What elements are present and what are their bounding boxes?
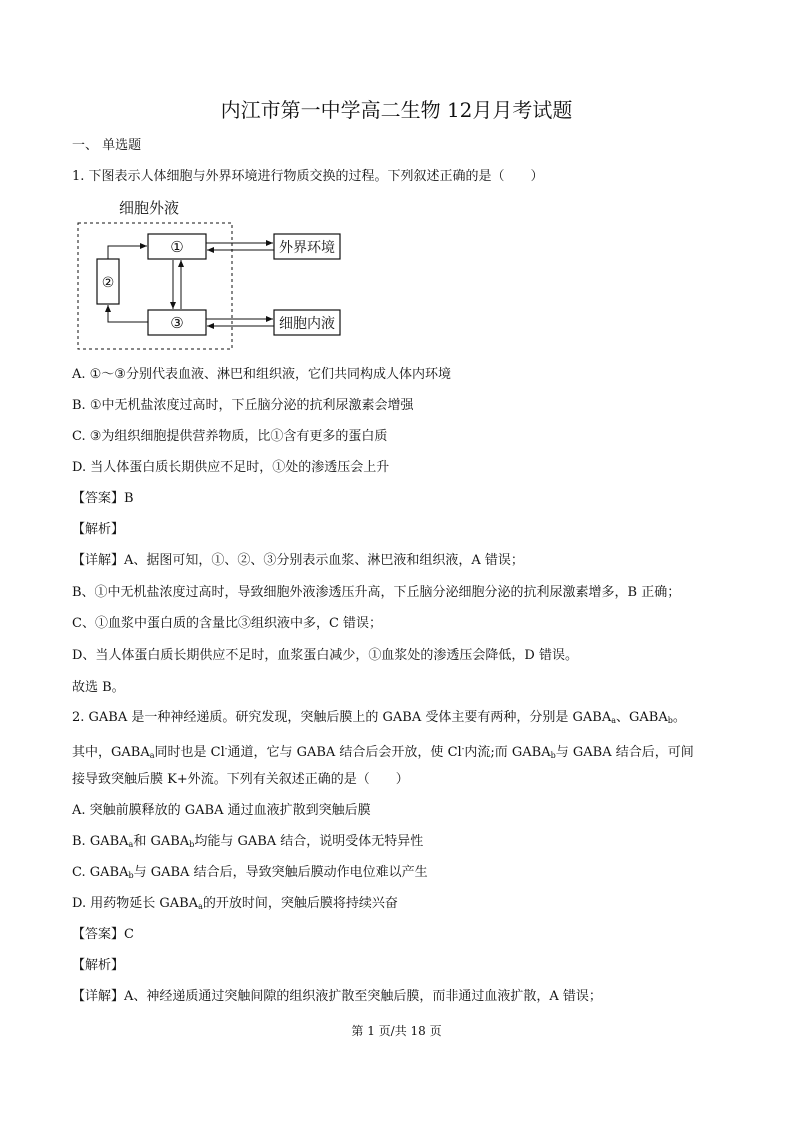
opt-b-3: 均能与 GABA 结合，说明受体无特异性 — [194, 834, 424, 849]
q2-detail-a — [72, 988, 602, 1006]
q1-diagram — [76, 196, 356, 352]
opt-d-2: 的开放时间，突触后膜将持续兴奋 — [202, 896, 398, 911]
sub-a: a — [611, 716, 616, 725]
q1-option-c: C. ③为组织细胞提供营养物质，比①含有更多的蛋白质 — [72, 429, 388, 444]
sub-b: b — [189, 840, 195, 849]
answer-value: C — [124, 927, 134, 942]
q1-option-d: D. 当人体蛋白质长期供应不足时，①处的渗透压会上升 — [72, 460, 390, 475]
sub-a: a — [149, 751, 155, 760]
box-2-label: ② — [101, 275, 115, 291]
intracellular-label: 细胞内液 — [279, 316, 335, 332]
sub-b: b — [128, 871, 134, 880]
q1-detail-d: D、当人体蛋白质长期供应不足时，血浆蛋白减少，①血浆处的渗透压会降低，D 错误。 — [72, 648, 578, 663]
box-1-label: ① — [170, 238, 184, 256]
q2-l1-text: 2. GABA 是一种神经递质。研究发现，突触后膜上的 GABA 受体主要有两种，分别是 GABA — [72, 710, 612, 725]
detail-a-text: A、神经递质通过突触间隙的组织液扩散至突触后膜，而非通过血液扩散，A 错误； — [124, 989, 602, 1004]
sub-b: b — [550, 751, 556, 760]
q1-option-a: A. ①～③分别代表血液、淋巴和组织液，它们共同构成人体内环境 — [72, 367, 451, 382]
section-heading: 一、 单选题 — [72, 138, 142, 153]
q1-stem: 1. 下图表示人体细胞与外界环境进行物质交换的过程。下列叙述正确的是（ ） — [72, 169, 544, 184]
diagram-outer-label: 细胞外液 — [119, 199, 180, 217]
opt-b-1: B. GABA — [72, 834, 129, 849]
box-3-label: ③ — [170, 314, 184, 332]
q2-l1-sep: 、GABA — [616, 710, 668, 725]
q2-answer — [72, 926, 134, 944]
q2-l2-e: 与 GABA 结合后，可间 — [555, 745, 694, 760]
q2-stem-line1 — [72, 709, 686, 730]
answer-value: B — [124, 491, 134, 506]
opt-c-2: 与 GABA 结合后，导致突触后膜动作电位难以产生 — [133, 865, 428, 880]
page-title: 内江市第一中学高二生物 12月月考试题 — [220, 98, 573, 122]
sup-minus: - — [461, 744, 465, 753]
sup-minus: - — [224, 744, 228, 753]
q1-answer — [72, 490, 134, 508]
answer-tag: 【答案】 — [72, 491, 125, 506]
q2-l2-a: 其中，GABA — [72, 745, 150, 760]
q2-l1-end: 。 — [672, 710, 686, 725]
arrow-2-to-1 — [108, 246, 147, 259]
detail-tag: 【详解】 — [72, 553, 125, 568]
opt-b-2: 和 GABA — [133, 834, 190, 849]
external-env-label: 外界环境 — [279, 240, 335, 256]
q1-analysis-tag: 【解析】 — [72, 522, 125, 537]
q1-conclusion: 故选 B。 — [72, 680, 125, 695]
q2-option-b — [72, 833, 423, 854]
q2-option-a: A. 突触前膜释放的 GABA 通过血液扩散到突触后膜 — [72, 803, 371, 818]
q1-option-b: B. ①中无机盐浓度过高时，下丘脑分泌的抗利尿激素会增强 — [72, 398, 414, 413]
detail-a-text: A、据图可知，①、②、③分别表示血浆、淋巴液和组织液，A 错误； — [124, 553, 524, 568]
q2-option-c — [72, 864, 428, 885]
page-footer: 第 1 页/共 18 页 — [351, 1024, 442, 1038]
sub-b: b — [667, 716, 673, 725]
q2-l2-c: 通道，它与 GABA 结合后会开放，使 Cl — [227, 745, 462, 760]
q1-detail-b: B、①中无机盐浓度过高时，导致细胞外液渗透压升高，下丘脑分泌细胞分泌的抗利尿激素增多，B 正确； — [72, 585, 681, 600]
q1-detail-a — [72, 552, 524, 570]
sub-a: a — [128, 840, 134, 849]
q1-detail-c: C、①血浆中蛋白质的含量比③组织液中多，C 错误； — [72, 616, 383, 631]
opt-c-1: C. GABA — [72, 865, 129, 880]
q2-stem-line3: 接导致突触后膜 K+外流。下列有关叙述正确的是（ ） — [72, 772, 409, 787]
arrow-3-to-2 — [108, 305, 148, 322]
answer-tag: 【答案】 — [72, 927, 125, 942]
q2-stem-line2 — [72, 740, 694, 765]
q2-l2-d: 内流;而 GABA — [464, 745, 551, 760]
q2-analysis-tag: 【解析】 — [72, 958, 125, 973]
q2-option-d — [72, 895, 398, 916]
sub-a: a — [198, 902, 203, 911]
opt-d-1: D. 用药物延长 GABA — [72, 896, 199, 911]
detail-tag: 【详解】 — [72, 989, 125, 1004]
q2-l2-b: 同时也是 Cl — [154, 745, 225, 760]
